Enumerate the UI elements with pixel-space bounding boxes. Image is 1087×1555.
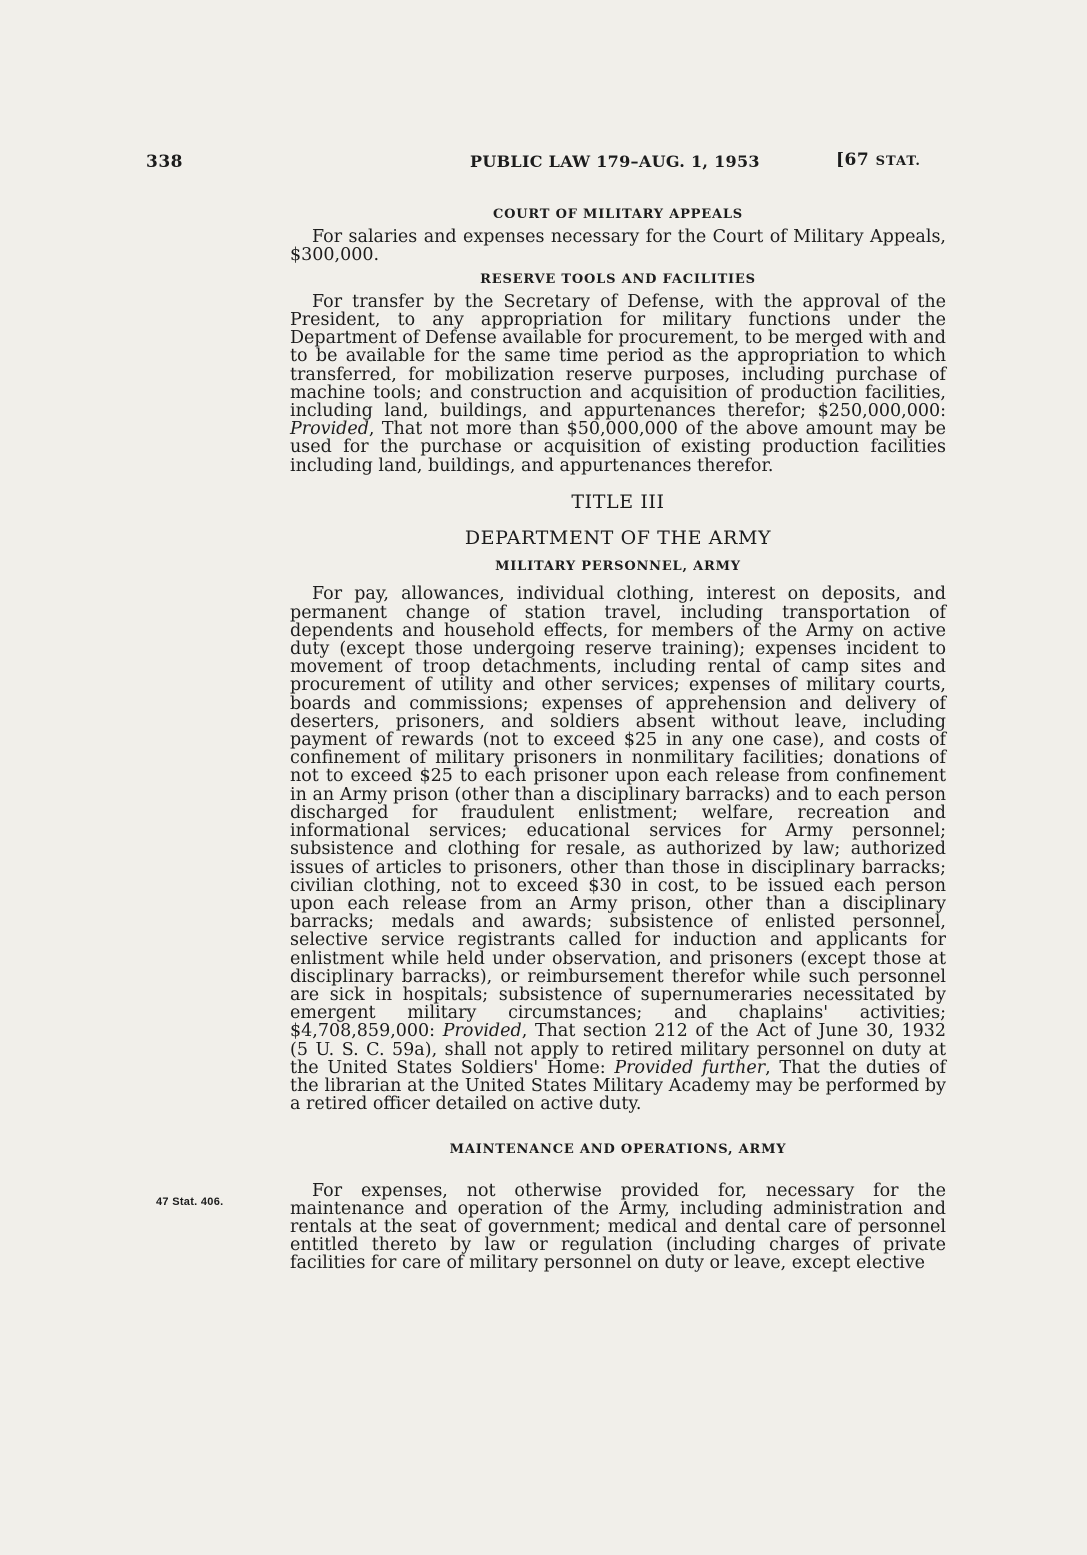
personnel-text-part-2: , That section 212 of the Act of June 30, 1932 (5 U. S. C. 59a), shall not apply to retired military personnel on duty at the United States Soldiers' Home: bbox=[290, 1021, 947, 1078]
court-of-military-appeals-paragraph: For salaries and expenses necessary for the Court of Military Appeals, $300,000. bbox=[290, 227, 946, 266]
reserve-tools-paragraph bbox=[290, 293, 946, 475]
court-of-military-appeals-heading: COURT OF MILITARY APPEALS bbox=[493, 207, 743, 222]
page-number: 338 bbox=[146, 152, 183, 172]
maintenance-operations-heading: MAINTENANCE AND OPERATIONS, ARMY bbox=[449, 1142, 787, 1158]
statute-bracket: [67 bbox=[836, 150, 876, 170]
military-personnel-paragraph bbox=[290, 585, 946, 1113]
military-personnel-heading: MILITARY PERSONNEL, ARMY bbox=[495, 559, 741, 575]
running-title: PUBLIC LAW 179–AUG. 1, 1953 bbox=[470, 152, 760, 171]
reserve-tools-heading: RESERVE TOOLS AND FACILITIES bbox=[480, 271, 756, 287]
statute-reference bbox=[836, 150, 921, 170]
body-text bbox=[290, 200, 946, 1273]
personnel-text-part-3: , That the duties of the librarian at the United States Military Academy may be performed by a retired officer detailed on active duty. bbox=[290, 1057, 947, 1115]
reserve-text-part-1: For transfer by the Secretary of Defense, with the approval of the President, to any appropriation for military functions under the Department of Defense available for procurement, to be merged with and to be available for the same time period as the appropriation to which transferred, for mobilization reserve purposes, including purchase of machine tools; and construction and acquisition of production facilities, including land, buildings, and appurtenances therefor; $250,000,000: bbox=[290, 291, 946, 422]
title-name: DEPARTMENT OF THE ARMY bbox=[464, 527, 772, 550]
statute-label: STAT. bbox=[875, 154, 921, 169]
reserve-provided: Provided bbox=[290, 419, 369, 440]
personnel-provided: Provided bbox=[442, 1021, 522, 1042]
margin-citation: 47 Stat. 406. bbox=[156, 1196, 224, 1208]
title-number: TITLE III bbox=[571, 490, 665, 513]
personnel-text-part-1: For pay, allowances, individual clothing, interest on deposits, and permanent change of station travel, including transportation of dependents and household effects, for members of the Army on active duty (except those undergoing reserve training); expenses incident to movement of troop detachments, including rental of camp sites and procurement of utility and other services; expenses of military courts, boards and commissions; expenses of apprehension and delivery of deserters, prisoners, and soldiers absent without leave, including payment of rewards (not to exceed $25 in any one case), and costs of confinement of military prisoners in nonmilitary facilities; donations of not to exceed $25 to each prisoner upon each release from confinement in an Army prison (other than a disciplinary barracks) and to each person discharged for fraudulent enlistment; welfare, recreation and informational services; educational services for Army personnel; subsistence and clothing for resale, as authorized by law; authorized issues of articles to prisoners, other than those in disciplinary barracks; civilian clothing, not to exceed $30 in cost, to be issued each person upon each release from an Army prison, other than a disciplinary barracks; medals and awards; subsistence of enlisted personnel, selective service registrants called for induction and applicants for enlistment while held under observation, and prisoners (except those at disciplinary barracks), or reimbursement therefor while such personnel are sick in hospitals; subsistence of supernumeraries necessitated by emergent military circumstances; and chaplains' activities; $4,708,859,000: bbox=[290, 584, 946, 1042]
personnel-provided-further: Provided further bbox=[614, 1057, 766, 1078]
maintenance-operations-paragraph: For expenses, not otherwise provided for, necessary for the maintenance and operation of the Army, including administration and rentals at the seat of government; medical and dental care of personnel entitled thereto by law or regulation (including charges of private facilities for care of military personnel on duty or leave, except elective bbox=[290, 1180, 946, 1274]
reserve-text-part-2: , That not more than $50,000,000 of the above amount may be used for the purchase or acquisition of existing production facilities including land, buildings, and appurtenances therefor. bbox=[290, 419, 946, 476]
